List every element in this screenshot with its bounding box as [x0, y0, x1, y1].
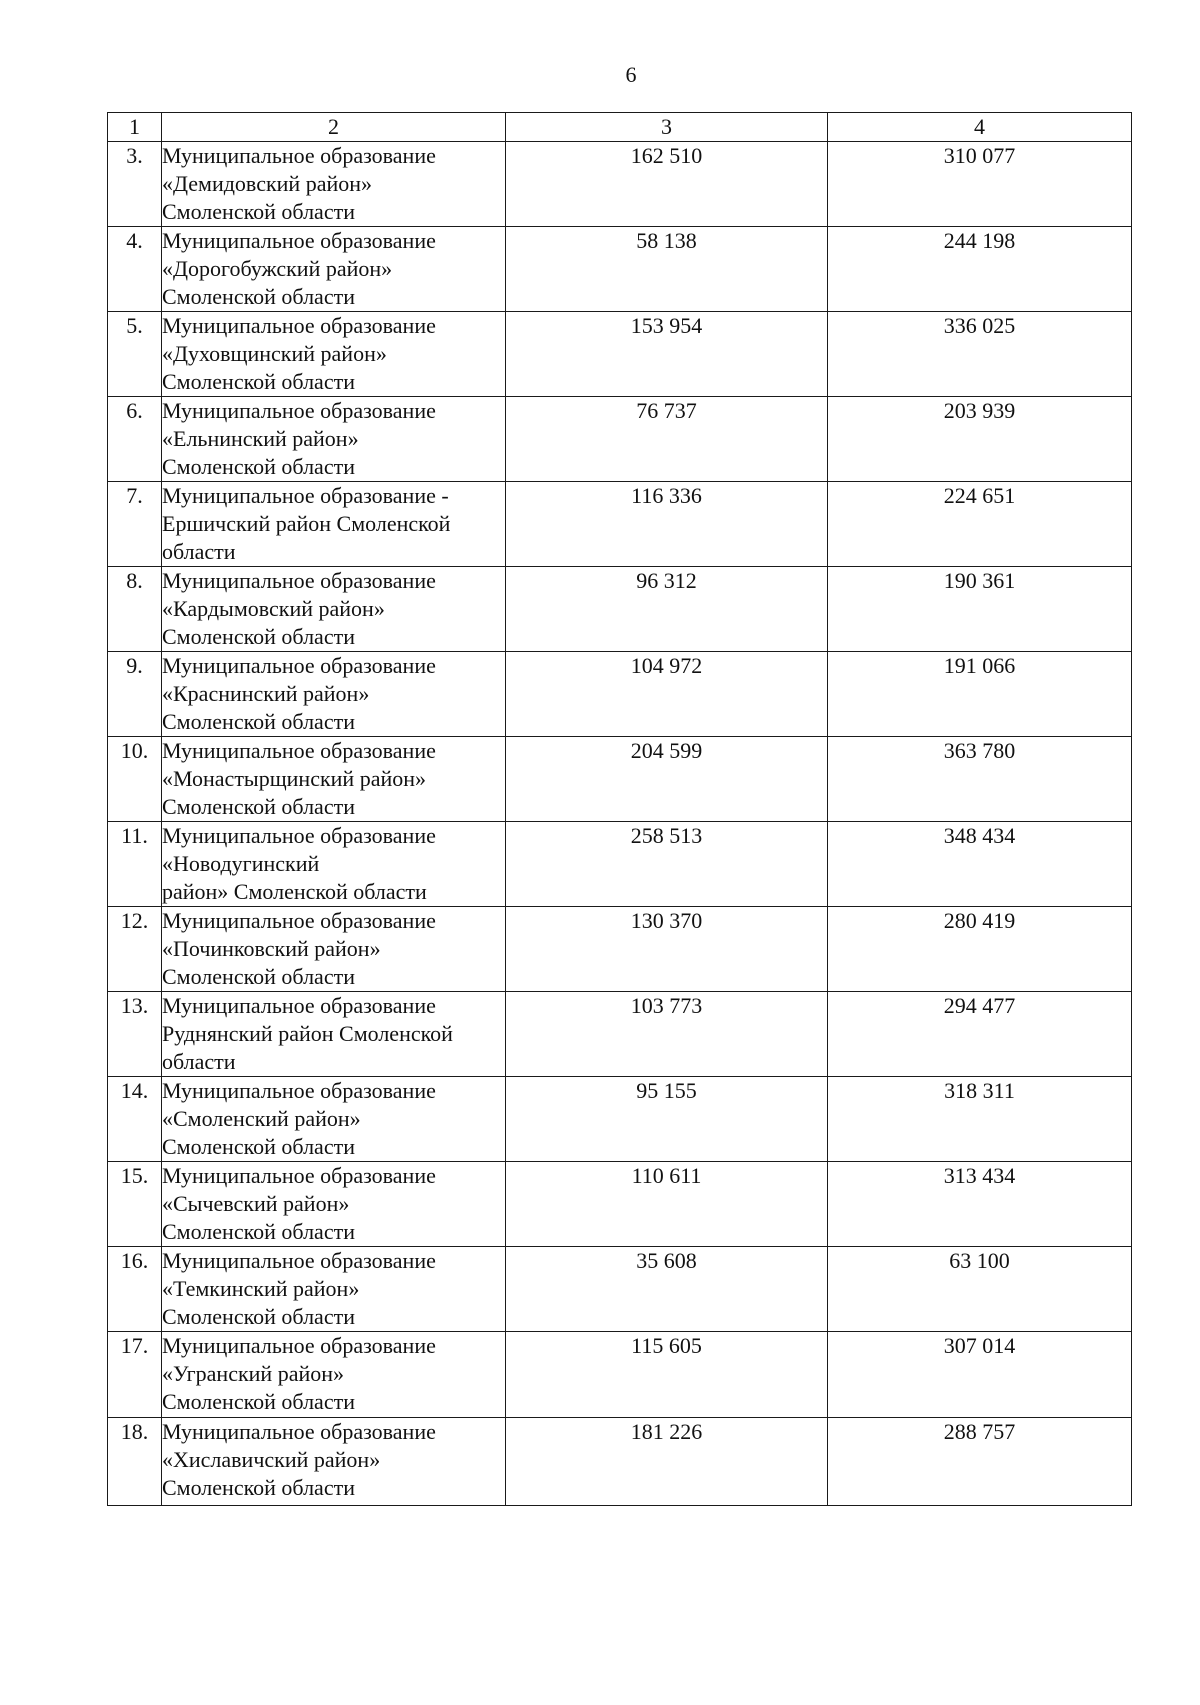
table-row [108, 822, 1132, 907]
value-column-3: 35 608 [506, 1247, 828, 1332]
municipality-name: Муниципальное образование «Темкинский район» Смоленской области [162, 1247, 506, 1332]
table-body [108, 142, 1132, 1506]
row-number: 5. [108, 312, 162, 397]
value-column-4: 203 939 [828, 397, 1132, 482]
row-number: 4. [108, 227, 162, 312]
municipality-name: Муниципальное образование «Починковский район» Смоленской области [162, 907, 506, 992]
table-row [108, 907, 1132, 992]
table-row [108, 142, 1132, 227]
municipality-name: Муниципальное образование «Кардымовский район» Смоленской области [162, 567, 506, 652]
row-number: 15. [108, 1162, 162, 1247]
municipality-name: Муниципальное образование «Духовщинский район» Смоленской области [162, 312, 506, 397]
value-column-4: 280 419 [828, 907, 1132, 992]
table-row [108, 1247, 1132, 1332]
row-number: 12. [108, 907, 162, 992]
table-header-row [108, 113, 1132, 142]
column-header-4: 4 [828, 113, 1132, 142]
row-number: 17. [108, 1332, 162, 1418]
municipality-name: Муниципальное образование «Сычевский район» Смоленской области [162, 1162, 506, 1247]
column-header-2: 2 [162, 113, 506, 142]
value-column-3: 204 599 [506, 737, 828, 822]
page-number: 6 [625, 62, 637, 87]
municipality-name: Муниципальное образование «Краснинский район» Смоленской области [162, 652, 506, 737]
value-column-3: 116 336 [506, 482, 828, 567]
municipality-name: Муниципальное образование «Угранский район» Смоленской области [162, 1332, 506, 1418]
row-number: 9. [108, 652, 162, 737]
municipality-name: Муниципальное образование «Хиславичский район» Смоленской области [162, 1418, 506, 1506]
municipality-name: Муниципальное образование «Смоленский район» Смоленской области [162, 1077, 506, 1162]
value-column-3: 130 370 [506, 907, 828, 992]
table-row [108, 567, 1132, 652]
table-row [108, 1418, 1132, 1506]
value-column-4: 244 198 [828, 227, 1132, 312]
value-column-3: 58 138 [506, 227, 828, 312]
value-column-3: 110 611 [506, 1162, 828, 1247]
row-number: 3. [108, 142, 162, 227]
value-column-4: 191 066 [828, 652, 1132, 737]
row-number: 10. [108, 737, 162, 822]
value-column-4: 318 311 [828, 1077, 1132, 1162]
row-number: 16. [108, 1247, 162, 1332]
value-column-4: 190 361 [828, 567, 1132, 652]
table-row [108, 992, 1132, 1077]
table-row [108, 482, 1132, 567]
table-row [108, 1332, 1132, 1418]
value-column-4: 307 014 [828, 1332, 1132, 1418]
value-column-4: 336 025 [828, 312, 1132, 397]
municipal-table [107, 112, 1132, 1506]
row-number: 11. [108, 822, 162, 907]
table-row [108, 652, 1132, 737]
municipality-name: Муниципальное образование «Дорогобужский район» Смоленской области [162, 227, 506, 312]
value-column-4: 224 651 [828, 482, 1132, 567]
municipality-name: Муниципальное образование «Ельнинский район» Смоленской области [162, 397, 506, 482]
value-column-4: 294 477 [828, 992, 1132, 1077]
row-number: 7. [108, 482, 162, 567]
municipality-name: Муниципальное образование - Ершичский район Смоленской области [162, 482, 506, 567]
table-row [108, 312, 1132, 397]
row-number: 6. [108, 397, 162, 482]
municipality-name: Муниципальное образование «Монастырщинский район» Смоленской области [162, 737, 506, 822]
table-row [108, 227, 1132, 312]
municipality-name: Муниципальное образование «Новодугинский район» Смоленской области [162, 822, 506, 907]
value-column-3: 115 605 [506, 1332, 828, 1418]
municipality-name: Муниципальное образование «Демидовский район» Смоленской области [162, 142, 506, 227]
row-number: 18. [108, 1418, 162, 1506]
row-number: 13. [108, 992, 162, 1077]
value-column-4: 310 077 [828, 142, 1132, 227]
value-column-4: 63 100 [828, 1247, 1132, 1332]
table-row [108, 737, 1132, 822]
column-header-3: 3 [506, 113, 828, 142]
value-column-3: 96 312 [506, 567, 828, 652]
table-row [108, 1077, 1132, 1162]
value-column-3: 103 773 [506, 992, 828, 1077]
value-column-3: 258 513 [506, 822, 828, 907]
value-column-3: 95 155 [506, 1077, 828, 1162]
value-column-4: 348 434 [828, 822, 1132, 907]
value-column-4: 288 757 [828, 1418, 1132, 1506]
table-row [108, 1162, 1132, 1247]
row-number: 8. [108, 567, 162, 652]
value-column-3: 162 510 [506, 142, 828, 227]
value-column-3: 153 954 [506, 312, 828, 397]
value-column-4: 363 780 [828, 737, 1132, 822]
value-column-3: 76 737 [506, 397, 828, 482]
value-column-3: 181 226 [506, 1418, 828, 1506]
value-column-3: 104 972 [506, 652, 828, 737]
row-number: 14. [108, 1077, 162, 1162]
column-header-1: 1 [108, 113, 162, 142]
value-column-4: 313 434 [828, 1162, 1132, 1247]
municipality-name: Муниципальное образование Руднянский район Смоленской области [162, 992, 506, 1077]
table-row [108, 397, 1132, 482]
